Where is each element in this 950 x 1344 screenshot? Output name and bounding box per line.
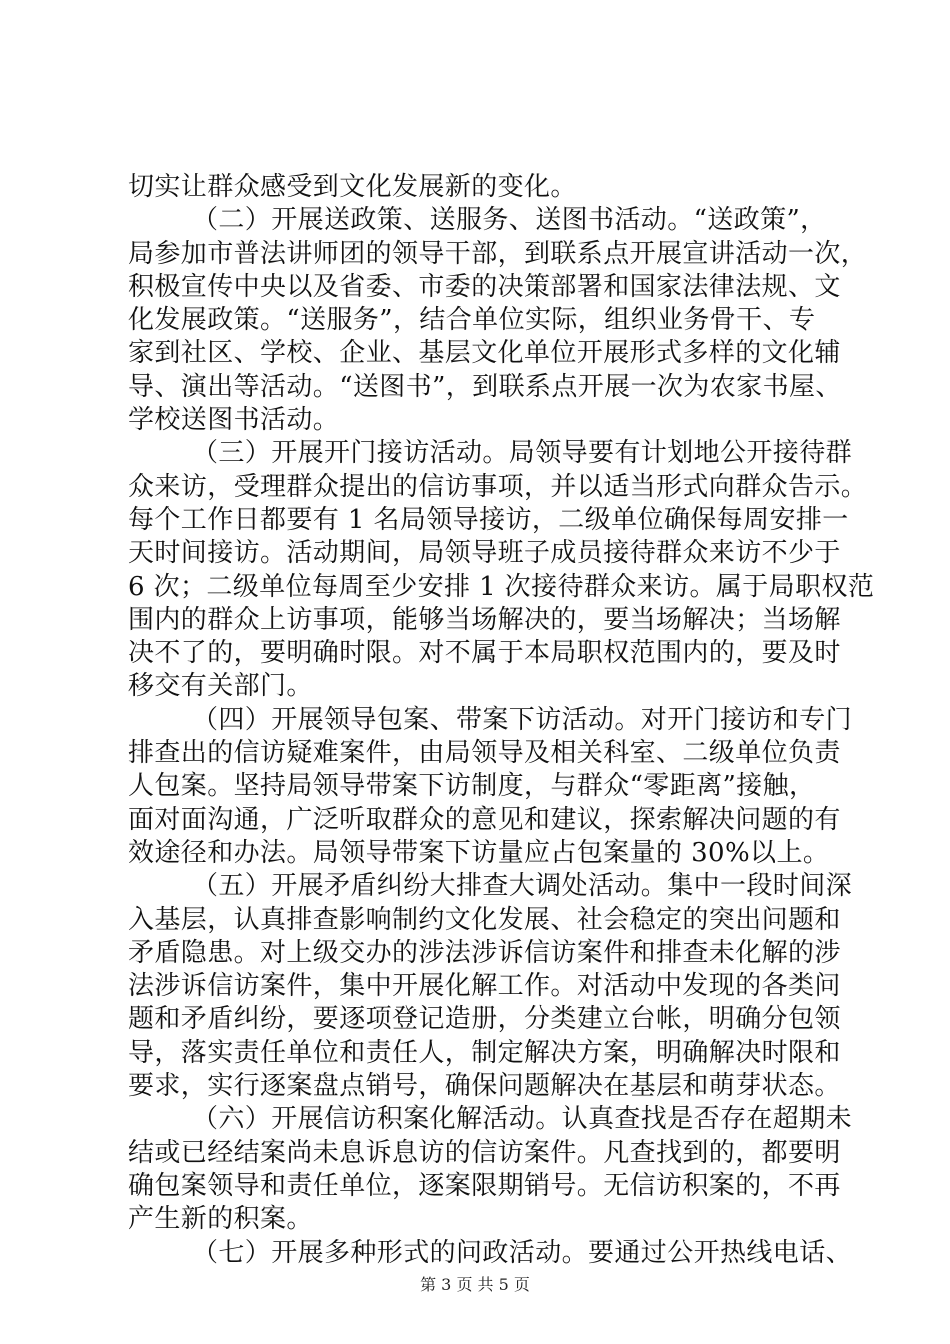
- paragraph-first-line: （二）开展送政策、送服务、送图书活动。“送政策”，: [192, 205, 827, 236]
- paragraph-first-line: （七）开展多种形式的问政活动。要通过公开热线电话、: [192, 1237, 853, 1268]
- paragraph-line: 法涉诉信访案件，集中开展化解工作。对活动中发现的各类问: [128, 971, 841, 1002]
- paragraph-line: 决不了的，要明确时限。对不属于本局职权范围内的，要及时: [128, 638, 841, 669]
- paragraph-line: 导，落实责任单位和责任人，制定解决方案，明确解决时限和: [128, 1037, 841, 1068]
- page-footer: 第 3 页 共 5 页: [420, 1275, 530, 1294]
- paragraph-line: 移交有关部门。: [128, 671, 313, 702]
- paragraph-line: 化发展政策。“送服务”，结合单位实际，组织业务骨干、专: [128, 305, 816, 336]
- paragraph-line: 确包案领导和责任单位，逐案限期销号。无信访积案的，不再: [128, 1170, 841, 1201]
- paragraph-line: 产生新的积案。: [128, 1204, 313, 1235]
- paragraph-line: 效途径和办法。局领导带案下访量应占包案量的 30%以上。: [128, 837, 830, 868]
- paragraph-line: 积极宣传中央以及省委、市委的决策部署和国家法律法规、文: [128, 271, 841, 302]
- paragraph-line: 局参加市普法讲师团的领导干部，到联系点开展宣讲活动一次，: [128, 238, 868, 269]
- paragraph-line: 切实让群众感受到文化发展新的变化。: [128, 172, 577, 202]
- paragraph-line: 导、演出等活动。“送图书”，到联系点开展一次为农家书屋、: [128, 371, 842, 402]
- paragraph-line: 家到社区、学校、企业、基层文化单位开展形式多样的文化辅: [128, 338, 841, 369]
- paragraph-line: 要求，实行逐案盘点销号，确保问题解决在基层和萌芽状态。: [128, 1071, 841, 1102]
- paragraph-line: 矛盾隐患。对上级交办的涉法涉诉信访案件和排查未化解的涉: [128, 937, 841, 968]
- paragraph-line: 6 次；二级单位每周至少安排 1 次接待群众来访。属于局职权范: [128, 571, 875, 602]
- paragraph-first-line: （五）开展矛盾纠纷大排查大调处活动。集中一段时间深: [192, 871, 853, 902]
- paragraph-line: 入基层，认真排查影响制约文化发展、社会稳定的突出问题和: [128, 904, 841, 935]
- paragraph-line: 面对面沟通，广泛听取群众的意见和建议，探索解决问题的有: [128, 804, 841, 835]
- paragraph-line: 众来访，受理群众提出的信访事项，并以适当形式向群众告示。: [128, 471, 868, 502]
- paragraph-line: 人包案。坚持局领导带案下访制度，与群众“零距离”接触，: [128, 771, 816, 802]
- document-body: [128, 171, 875, 1270]
- paragraph-first-line: （四）开展领导包案、带案下访活动。对开门接访和专门: [192, 704, 853, 735]
- paragraph-line: 学校送图书活动。: [128, 405, 340, 436]
- paragraph-line: 天时间接访。活动期间，局领导班子成员接待群众来访不少于: [128, 538, 841, 569]
- paragraph-first-line: （六）开展信访积案化解活动。认真查找是否存在超期未: [192, 1104, 853, 1135]
- paragraph-line: 结或已经结案尚未息诉息访的信访案件。凡查找到的，都要明: [128, 1137, 841, 1168]
- paragraph-line: 每个工作日都要有 1 名局领导接访，二级单位确保每周安排一: [128, 504, 849, 535]
- paragraph-line: 围内的群众上访事项，能够当场解决的，要当场解决；当场解: [128, 604, 841, 635]
- paragraph-line: 题和矛盾纠纷，要逐项登记造册，分类建立台帐，明确分包领: [128, 1004, 841, 1035]
- paragraph-line: 排查出的信访疑难案件，由局领导及相关科室、二级单位负责: [128, 738, 841, 769]
- paragraph-first-line: （三）开展开门接访活动。局领导要有计划地公开接待群: [192, 438, 853, 469]
